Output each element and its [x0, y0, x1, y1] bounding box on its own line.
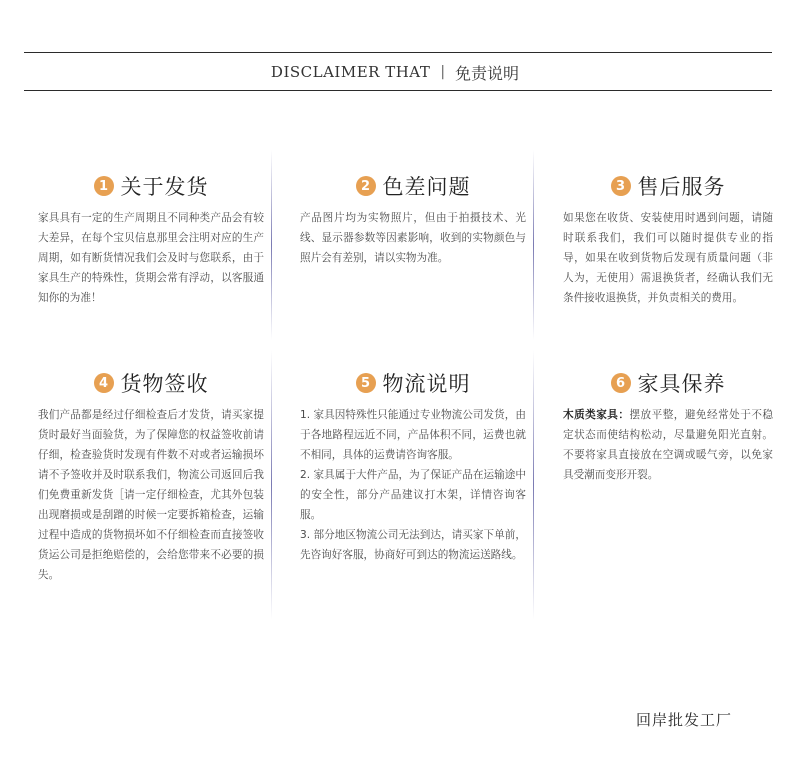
section-heading: 关于发货 [120, 175, 209, 199]
section-logistics [300, 369, 526, 565]
header-title-en: DISCLAIMER THAT [270, 63, 431, 81]
logistics-item-3: 3. 部分地区物流公司无法到达，请买家下单前，先咨询好客服，协商好可到达的物流运送路线。 [300, 529, 526, 561]
section-text: 家具具有一定的生产周期且不同种类产品会有较大差异，在每个宝贝信息那里会注明对应的生产周期，如有断货情况我们会及时与您联系，由于家具生产的特殊性，货期会常有浮动，以客服通知你的为准！ [38, 212, 264, 304]
section-text [563, 405, 773, 485]
section-heading: 售后服务 [637, 175, 726, 199]
number-badge-icon: 2 [356, 176, 376, 196]
brand-footer: 回岸批发工厂 [636, 711, 733, 729]
section-after-sales [563, 172, 773, 308]
section-title [38, 369, 264, 397]
section-body [38, 208, 264, 308]
section-color-difference [300, 172, 526, 268]
logistics-item-1: 1. 家具因特殊性只能通过专业物流公司发货，由于各地路程远近不同，产品体积不同，运费也就不相同，具体的运费请咨询客服。 [300, 409, 526, 461]
number-badge-icon: 5 [356, 373, 376, 393]
number-badge-icon: 4 [94, 373, 114, 393]
logistics-item-2: 2. 家具属于大件产品，为了保证产品在运输途中的安全性，部分产品建议打木架，详情咨询客服。 [300, 469, 526, 521]
number-badge-icon: 1 [94, 176, 114, 196]
section-text: 产品图片均为实物照片，但由于拍摄技术、光线、显示器参数等因素影响，收到的实物颜色与照片会有差别，请以实物为准。 [300, 212, 526, 264]
section-heading: 色差问题 [382, 175, 471, 199]
section-title [38, 172, 264, 200]
column-divider [271, 150, 272, 340]
section-lead: 木质类家具： [563, 409, 630, 421]
header-separator: | [440, 64, 446, 80]
section-maintenance [563, 369, 773, 485]
section-title [563, 172, 773, 200]
section-heading: 家具保养 [637, 372, 726, 396]
section-shipping [38, 172, 264, 308]
header-top-rule [24, 52, 772, 53]
section-text: 我们产品都是经过仔细检查后才发货，请买家提货时最好当面验货，为了保障您的权益签收前请仔细，检查验货时发现有件数不对或者运输损坏请不予签收并及时联系我们，物流公司返回后我们免费重新发货［请一定仔细检查，尤其外包装出现磨损或是刮蹭的时候一定要拆箱检查，运输过程中造成的货物损坏如不仔细检查而直接签收货运公司是拒绝赔偿的，会给您带来不必要的损失。 [38, 409, 264, 581]
section-title [563, 369, 773, 397]
column-divider [533, 150, 534, 340]
section-body [38, 405, 264, 585]
section-text-rest: 摆放平整，避免经常处于不稳定状态而使结构松动，尽量避免阳光直射。不要将家具直接放在空调或暖气旁，以免家具受潮而变形开裂。 [563, 409, 773, 481]
column-divider [271, 350, 272, 620]
section-body [300, 405, 526, 565]
disclaimer-header [0, 56, 790, 88]
section-heading: 货物签收 [120, 372, 209, 396]
section-body [300, 208, 526, 268]
section-text: 如果您在收货、安装使用时遇到问题，请随时联系我们，我们可以随时提供专业的指导，如果在收到货物后发现有质量问题（非人为，无使用）需退换货者，经确认我们无条件接收退换货，并负责相关的费用。 [563, 212, 773, 304]
section-title [300, 369, 526, 397]
section-body [563, 405, 773, 485]
section-title [300, 172, 526, 200]
header-bottom-rule [24, 90, 772, 91]
section-heading: 物流说明 [382, 372, 471, 396]
section-body [563, 208, 773, 308]
section-receipt [38, 369, 264, 585]
column-divider [533, 350, 534, 620]
header-title-cn: 免责说明 [455, 63, 520, 83]
number-badge-icon: 6 [611, 373, 631, 393]
number-badge-icon: 3 [611, 176, 631, 196]
